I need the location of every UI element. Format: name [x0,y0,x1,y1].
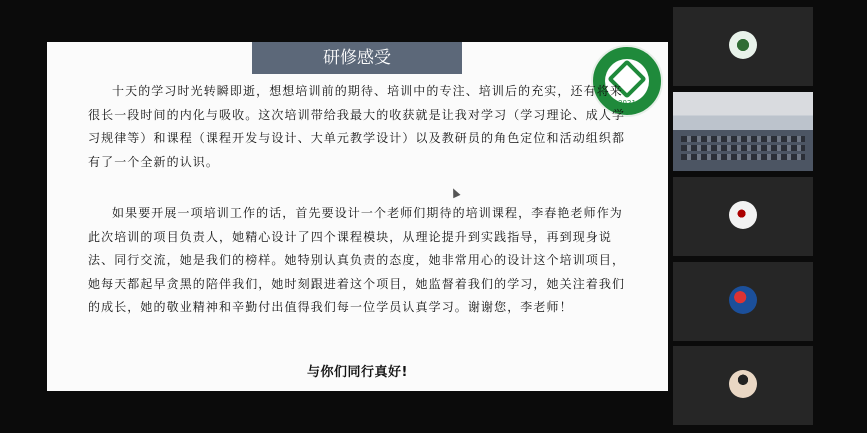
shared-slide [47,42,668,391]
participant-tile[interactable] [673,7,813,86]
slide-title: 研修感受 [252,42,462,74]
slide-paragraph-2: 如果要开展一项培训工作的话，首先要设计一个老师们期待的培训课程，李春艳老师作为此次培训的项目负责人，她精心设计了四个课程模块，从理论提升到实践指导，再到现身说法、同行交流，她是我们的榜样。她特别认真负责的态度，她非常用心的设计这个培训项目，她每天都起早贪黑的陪伴我们，她时刻跟进着这个项目，她监督着我们的学习，她关注着我们的成长，她的敬业精神和辛勤付出值得我们每一位学员认真学习。谢谢您，李老师！ [88,206,626,314]
portrait-avatar [729,370,757,398]
berry-avatar [729,286,757,314]
flower-avatar [729,201,757,229]
leaf-avatar [729,31,757,59]
mouse-cursor-icon [449,187,460,199]
participant-tile[interactable] [673,177,813,256]
participant-tile[interactable] [673,262,813,341]
participant-tile[interactable] [673,92,813,171]
slide-paragraph-1: 十天的学习时光转瞬即逝，想想培训前的期待、培训中的专注、培训后的充实，还有将来很长一段时间的内化与吸收。这次培训带给我最大的收获就是让我对学习（学习理论、成人学习规律等）和课程（课程开发与设计、大单元教学设计）以及教研员的角色定位和活动组织都有了一个全新的认识。 [88,84,626,169]
logo-year: 2021 [618,99,636,107]
slide-closing: 与你们同行真好! [307,365,408,380]
classroom-video [673,92,813,171]
participant-tile[interactable] [673,346,813,425]
